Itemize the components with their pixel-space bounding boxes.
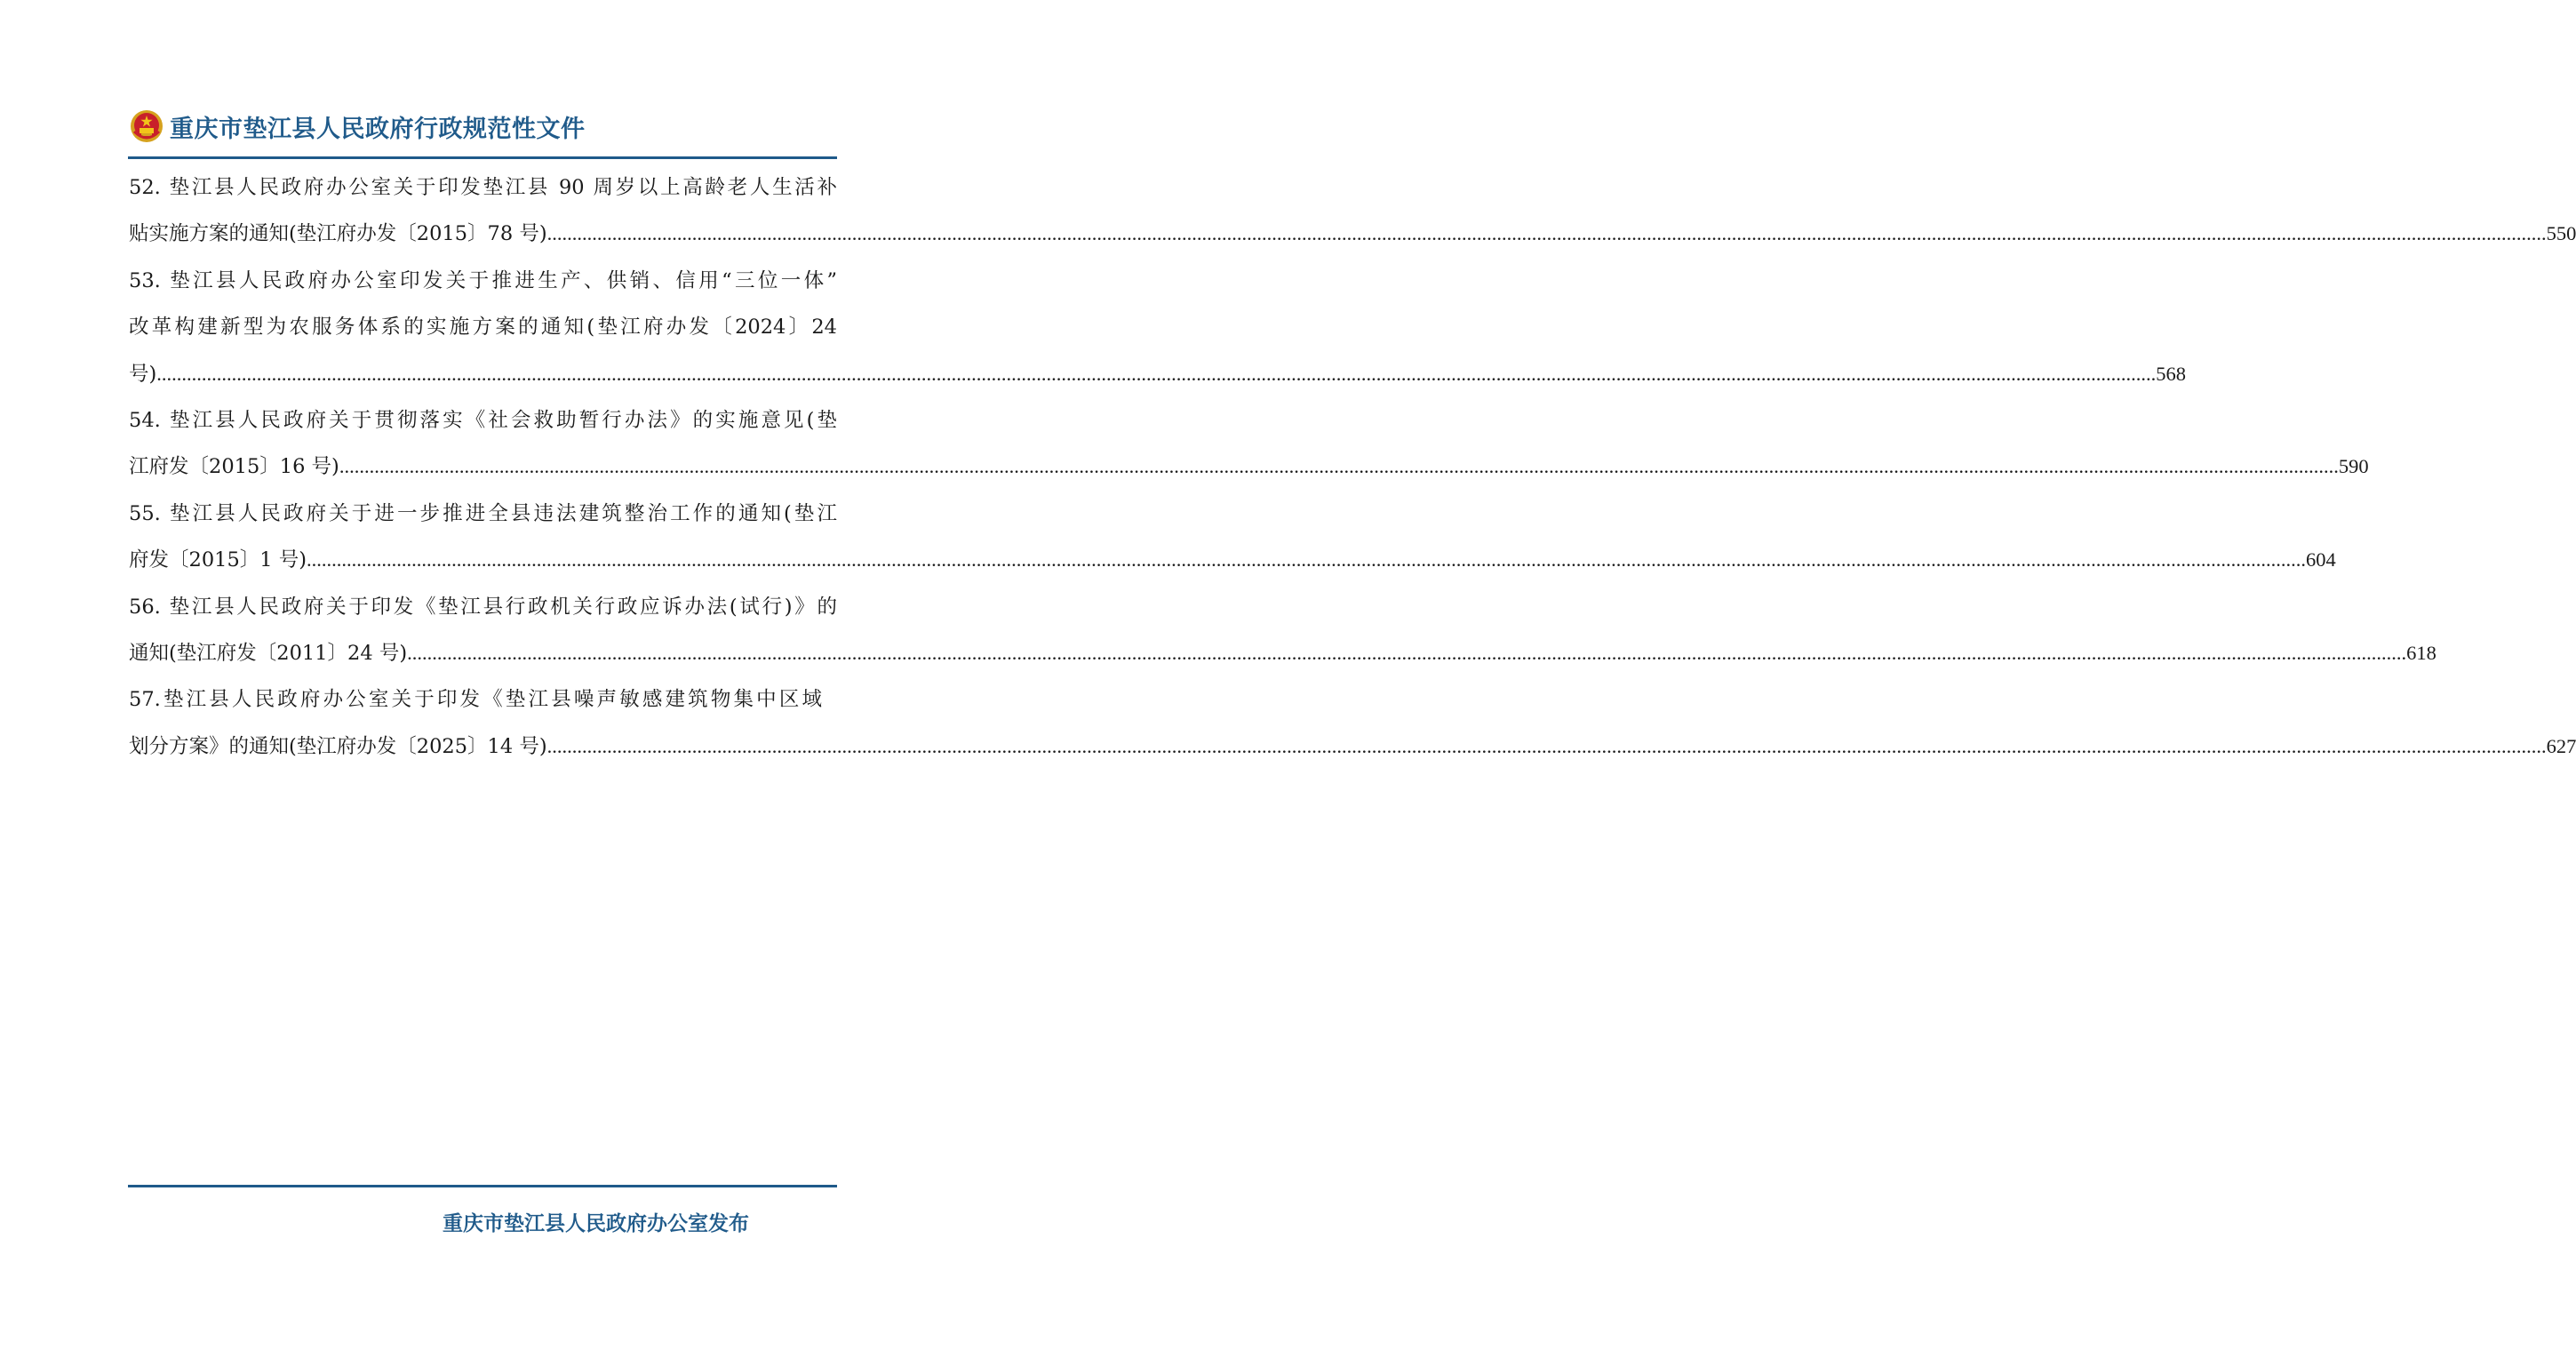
toc-entry[interactable] bbox=[129, 584, 2436, 677]
toc-entry[interactable] bbox=[129, 258, 2187, 397]
toc-entry-last-line bbox=[129, 351, 2187, 397]
toc-entry-title-line: 56. 垫江县人民政府关于印发《垫江县行政机关行政应诉办法(试行)》的 bbox=[129, 595, 837, 619]
dot-leader: ................................................................................................................................................................................................................................................................................................................................................................................................................ bbox=[407, 641, 2407, 664]
toc-entry-last-line bbox=[129, 723, 2576, 770]
toc-entry-title-line: 55. 垫江县人民政府关于进一步推进全县违法建筑整治工作的通知(垫江 bbox=[129, 501, 837, 525]
footer-divider bbox=[128, 1185, 837, 1187]
toc-entry-last-line bbox=[129, 537, 2336, 583]
toc-entry-title-line: 53. 垫江县人民政府办公室印发关于推进生产、供销、信用“三位一体” bbox=[129, 268, 837, 292]
toc-page-number: 627 bbox=[2546, 734, 2576, 757]
national-emblem-icon bbox=[129, 108, 164, 144]
toc-page-number: 590 bbox=[2338, 455, 2369, 478]
toc-entry-last-line bbox=[129, 211, 2576, 257]
dot-leader: ................................................................................................................................................................................................................................................................................................................................................................................................................ bbox=[339, 455, 2339, 478]
toc-entry[interactable] bbox=[129, 676, 2576, 770]
footer-publisher: 重庆市垫江县人民政府办公室发布 bbox=[443, 1212, 749, 1235]
toc-entry[interactable] bbox=[129, 491, 2336, 584]
table-of-contents bbox=[129, 164, 2576, 770]
toc-entry-title-tail: 府发〔2015〕1 号) bbox=[129, 548, 307, 572]
header-title: 重庆市垫江县人民政府行政规范性文件 bbox=[170, 115, 586, 143]
toc-entry-title-line: 52. 垫江县人民政府办公室关于印发垫江县 90 周岁以上高龄老人生活补 bbox=[129, 176, 837, 199]
toc-entry-last-line bbox=[129, 630, 2436, 676]
toc-entry[interactable] bbox=[129, 164, 2576, 258]
toc-page-number: 618 bbox=[2406, 641, 2436, 664]
toc-entry-title-tail: 江府发〔2015〕16 号) bbox=[129, 455, 339, 479]
toc-entry-title-tail: 号) bbox=[129, 362, 157, 386]
toc-page-number: 550 bbox=[2546, 222, 2576, 245]
dot-leader: ................................................................................................................................................................................................................................................................................................................................................................................................................ bbox=[156, 362, 2157, 385]
toc-entry-last-line bbox=[129, 444, 2369, 490]
dot-leader: ................................................................................................................................................................................................................................................................................................................................................................................................................ bbox=[546, 734, 2547, 757]
dot-leader: ................................................................................................................................................................................................................................................................................................................................................................................................................ bbox=[307, 548, 2307, 572]
toc-entry[interactable] bbox=[129, 397, 2369, 491]
toc-entry-title-tail: 通知(垫江府发〔2011〕24 号) bbox=[129, 641, 408, 665]
toc-entry-title-line: 改革构建新型为农服务体系的实施方案的通知(垫江府办发〔2024〕24 bbox=[129, 316, 837, 340]
dot-leader: ................................................................................................................................................................................................................................................................................................................................................................................................................ bbox=[546, 222, 2547, 245]
header-divider bbox=[128, 156, 837, 159]
toc-entry-title-tail: 划分方案》的通知(垫江府办发〔2025〕14 号) bbox=[129, 734, 547, 758]
toc-page-number: 568 bbox=[2156, 362, 2187, 385]
toc-entry-title-line: 54. 垫江县人民政府关于贯彻落实《社会救助暂行办法》的实施意见(垫 bbox=[129, 408, 837, 432]
toc-page-number: 604 bbox=[2306, 548, 2336, 572]
toc-entry-title-tail: 贴实施方案的通知(垫江府办发〔2015〕78 号) bbox=[129, 222, 547, 246]
document-header bbox=[129, 105, 586, 148]
toc-entry-title-line: 57.垫江县人民政府办公室关于印发《垫江县噪声敏感建筑物集中区域 bbox=[129, 688, 822, 712]
